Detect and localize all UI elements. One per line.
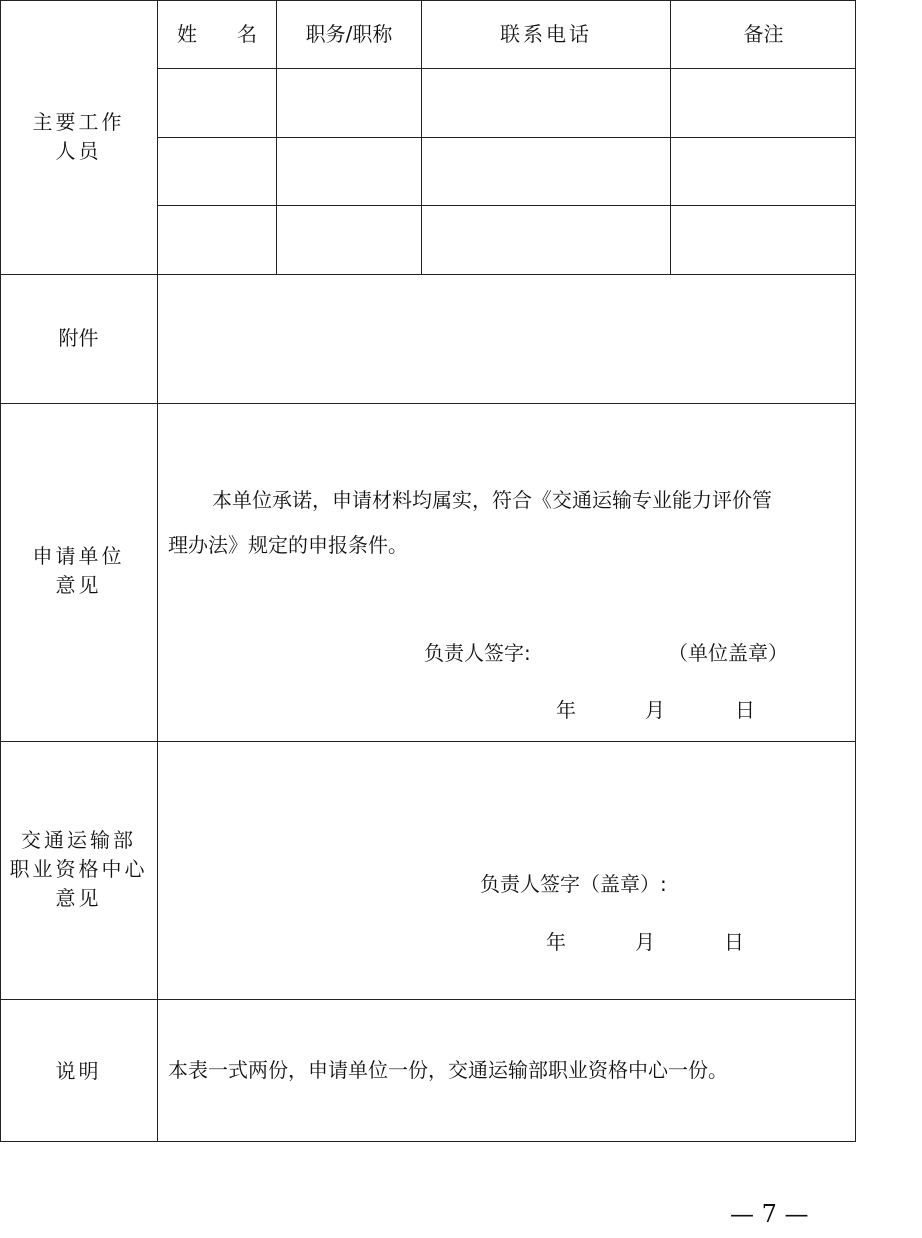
staff-cell-name[interactable] (158, 206, 276, 274)
center-opinion-label (0, 826, 157, 913)
center-label-line2: 职业资格中心 (9, 857, 148, 881)
page-number: — 7 — (730, 1200, 809, 1228)
staff-cell-phone[interactable] (422, 69, 670, 137)
notes-label: 说明 (55, 1059, 102, 1083)
staff-label-line1: 主要工作 (32, 110, 125, 134)
section-divider-center (0, 999, 856, 1000)
staff-cell-remarks[interactable] (671, 69, 856, 137)
staff-cell-name[interactable] (158, 69, 276, 137)
applicant-label-line1: 申请单位 (32, 544, 125, 568)
section-divider-attachment (0, 403, 856, 404)
section-divider-applicant (0, 741, 856, 742)
header-phone: 联系电话 (500, 22, 592, 46)
center-label-line3: 意见 (55, 886, 102, 910)
applicant-statement-line1: 本单位承诺，申请材料均属实，符合《交通运输专业能力评价管 (212, 488, 772, 512)
center-date-day: 日 (724, 930, 744, 954)
staff-cell-phone[interactable] (422, 138, 670, 205)
applicant-date-day: 日 (735, 698, 755, 722)
header-name: 姓 名 (177, 22, 257, 46)
staff-cell-remarks[interactable] (671, 206, 856, 274)
applicant-statement-line2: 理办法》规定的申报条件。 (168, 533, 408, 557)
attachment-content[interactable] (170, 285, 840, 385)
center-date-year: 年 (546, 930, 566, 954)
header-position-title: 职务/职称 (305, 22, 393, 46)
staff-cell-name[interactable] (158, 138, 276, 205)
staff-cell-position[interactable] (277, 206, 421, 274)
applicant-signature-label: 负责人签字: (424, 641, 531, 665)
header-remarks: 备注 (743, 22, 784, 46)
applicant-opinion-label (0, 542, 157, 600)
staff-cell-remarks[interactable] (671, 138, 856, 205)
notes-content: 本表一式两份，申请单位一份，交通运输部职业资格中心一份。 (168, 1058, 728, 1082)
staff-cell-position[interactable] (277, 138, 421, 205)
staff-cell-phone[interactable] (422, 206, 670, 274)
staff-cell-position[interactable] (277, 69, 421, 137)
staff-label-line2: 人员 (55, 139, 102, 163)
staff-section-label (0, 108, 157, 166)
applicant-date-month: 月 (645, 698, 665, 722)
center-signature-label: 负责人签字（盖章）: (480, 872, 667, 896)
center-date-month: 月 (635, 930, 655, 954)
attachment-label: 附件 (58, 326, 99, 350)
section-divider-staff (0, 274, 856, 275)
applicant-date-year: 年 (556, 698, 576, 722)
applicant-seal-label: （单位盖章） (668, 641, 788, 665)
center-label-line1: 交通运输部 (21, 828, 136, 852)
applicant-label-line2: 意见 (55, 573, 102, 597)
